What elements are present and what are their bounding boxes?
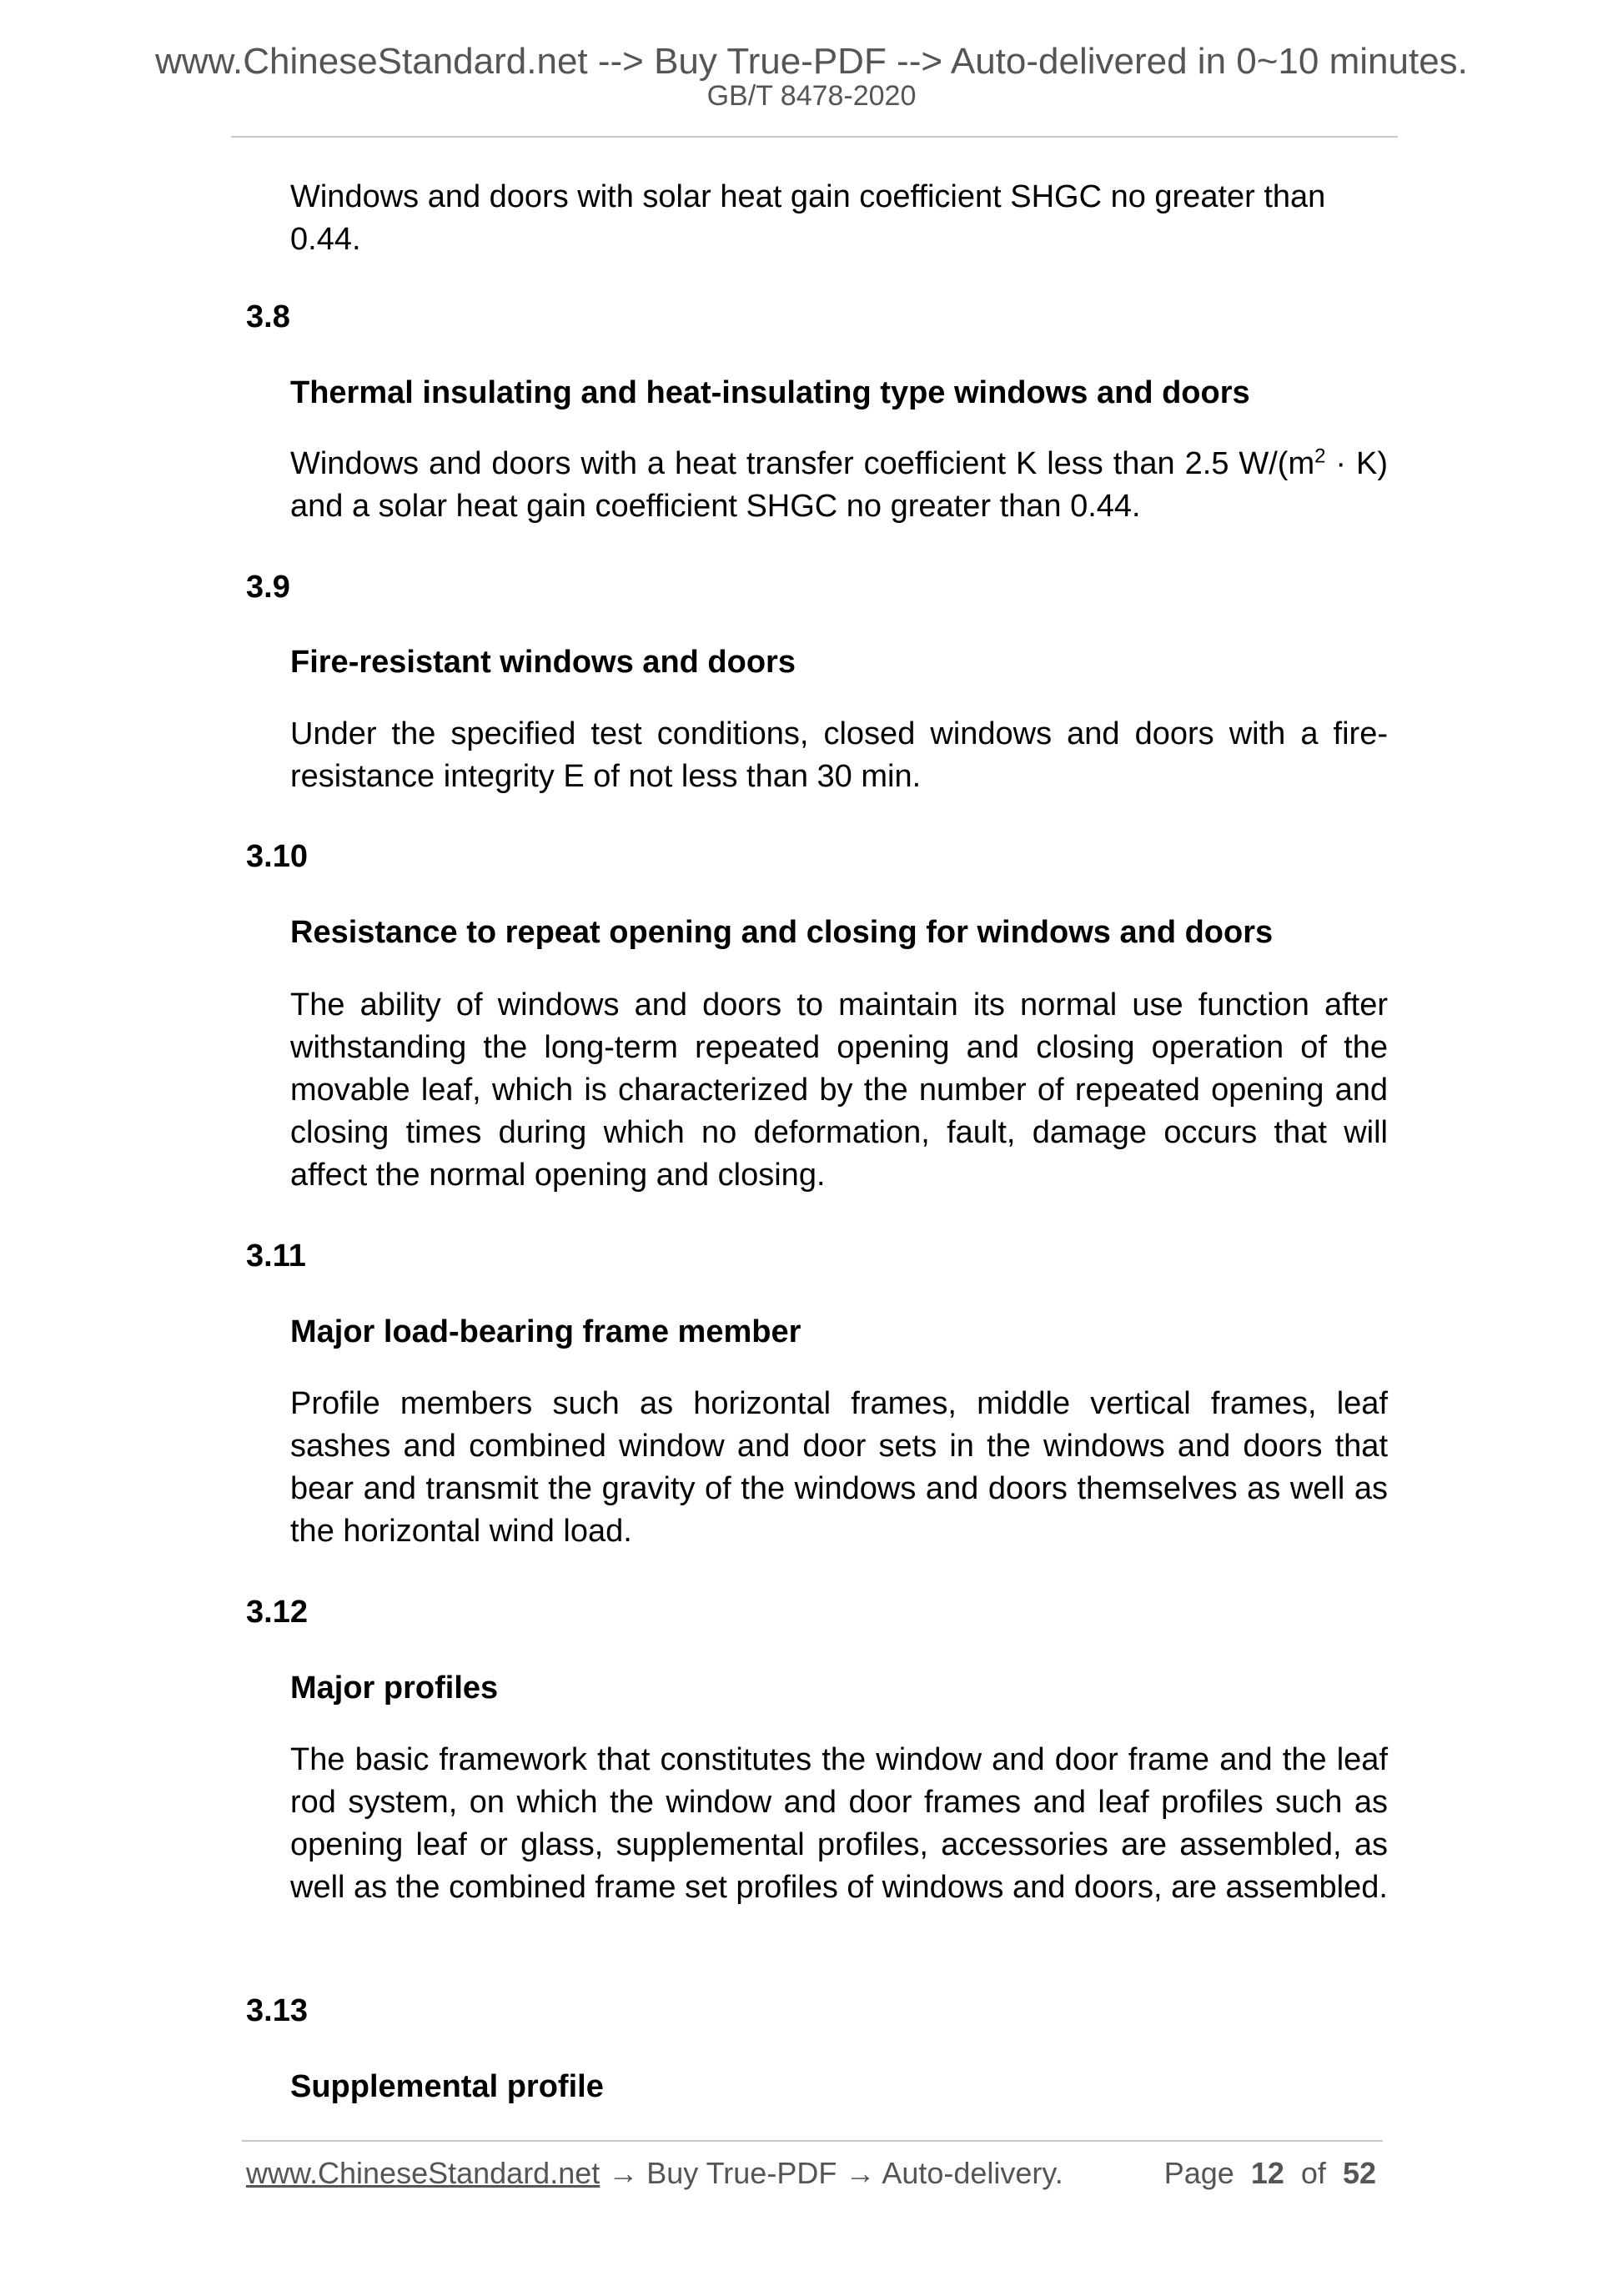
clause-definition	[290, 443, 1388, 528]
clause-number: 3.13	[246, 1993, 308, 2028]
footer-divider	[242, 2140, 1383, 2142]
clause-term: Fire-resistant windows and doors	[290, 645, 796, 680]
clause-definition: Profile members such as horizontal frames, middle vertical frames, leaf sashes and combined window and door sets in the windows and doors that bear and transmit the gravity of the windows and doors themselves as well as the horizontal wind load.	[290, 1386, 1388, 1549]
header-banner: www.ChineseStandard.net --> Buy True-PDF --> Auto-delivered in 0~10 minutes.	[155, 41, 1468, 82]
clause-definition: Under the specified test conditions, closed windows and doors with a fire-resistance integrity E of not less than 30 min.	[290, 716, 1388, 794]
standard-code: GB/T 8478-2020	[706, 80, 917, 112]
clause-definition: The ability of windows and doors to maintain its normal use function after withstanding the long-term repeated opening and closing operation of the movable leaf, which is characterized by the number of repeated opening and closing times during which no deformation, fault, damage occurs that will affect the normal opening and closing.	[290, 987, 1388, 1193]
of-label: of	[1300, 2156, 1326, 2190]
footer-site-link[interactable]: www.ChineseStandard.net	[246, 2156, 600, 2190]
clause-number: 3.8	[246, 299, 290, 334]
total-pages: 52	[1342, 2156, 1376, 2190]
clause-term: Major profiles	[290, 1671, 499, 1706]
intro-line-2: 0.44.	[290, 222, 361, 257]
page-number: 12	[1250, 2156, 1284, 2190]
intro-line-1: Windows and doors with solar heat gain coefficient SHGC no greater than	[290, 179, 1326, 214]
page-label: Page	[1163, 2156, 1234, 2190]
clause-number: 3.9	[246, 570, 290, 605]
definition-text: · K) and a solar heat gain coefficient SHGC no greater than 0.44.	[290, 446, 1388, 524]
header-divider	[231, 136, 1398, 138]
clause-term: Major load-bearing frame member	[290, 1314, 801, 1349]
clause-term: Supplemental profile	[290, 2069, 604, 2104]
clause-number: 3.10	[246, 839, 308, 874]
intro-definition	[290, 176, 1388, 261]
clause-number: 3.11	[246, 1238, 306, 1274]
footer-tagline: → Buy True-PDF → Auto-delivery.	[600, 2156, 1063, 2190]
superscript-2: 2	[1314, 445, 1326, 468]
clause-term: Resistance to repeat opening and closing for windows and doors	[290, 915, 1274, 950]
page-indicator	[1164, 2158, 1376, 2188]
footer-promo	[246, 2158, 1063, 2188]
clause-number: 3.12	[246, 1595, 308, 1630]
definition-text: Windows and doors with a heat transfer coefficient K less than 2.5 W/(m	[290, 446, 1315, 481]
clause-term: Thermal insulating and heat-insulating type windows and doors	[290, 375, 1250, 410]
clause-definition: The basic framework that constitutes the window and door frame and the leaf rod system, on which the window and door frames and leaf profiles such as opening leaf or glass, supplemental profiles, accessories are assembled, as well as the combined frame set profiles of windows and doors, are assembled.	[290, 1742, 1388, 1905]
